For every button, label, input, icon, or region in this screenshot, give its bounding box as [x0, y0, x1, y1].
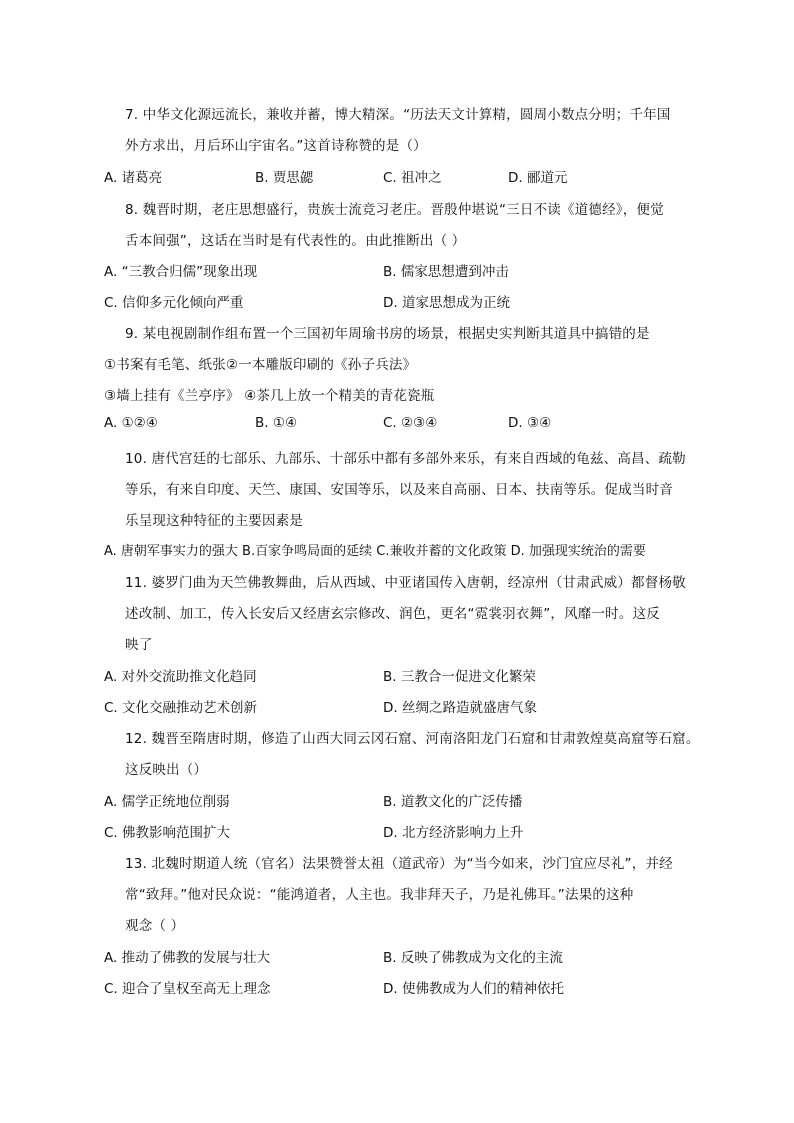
q7-option-b: B. 贾思勰 [255, 170, 314, 186]
q11-option-d: D. 丝绸之路造就盛唐气象 [383, 700, 537, 716]
q11-line1: 11. 婆罗门曲为天竺佛教舞曲，后从西域、中亚诸国传入唐朝，经凉州（甘肃武威）都督杨敬 [125, 575, 686, 591]
q10-line2: 等乐，有来自印度、天竺、康国、安国等乐，以及来自高丽、日本、扶南等乐。促成当时音 [125, 482, 673, 498]
q8-line1: 8. 魏晋时期，老庄思想盛行，贵族士流竞习老庄。晋殷仲堪说“三日不读《道德经》，便觉 [125, 202, 664, 218]
q13-line1: 13. 北魏时期道人统（官名）法果赞誉太祖（道武帝）为“当今如来，沙门宜应尽礼”，并经 [125, 856, 673, 872]
q8-option-d: D. 道家思想成为正统 [383, 295, 510, 311]
q9-option-d: D. ③④ [508, 415, 552, 431]
q11-line2: 述改制、加工，传入长安后又经唐玄宗修改、润色，更名“霓裳羽衣舞”，风靡一时。这反 [125, 606, 660, 622]
q9-option-a: A. ①②④ [104, 415, 158, 431]
q7-line2: 外方求出，月后环山宇宙名。”这首诗称赞的是（） [125, 138, 427, 154]
q9-line1: 9. 某电视剧制作组布置一个三国初年周瑜书房的场景，根据史实判断其道具中搞错的是 [125, 326, 650, 342]
q11-option-a: A. 对外交流助推文化趋同 [104, 669, 257, 685]
q11-line3: 映了 [125, 637, 153, 653]
q10-line3: 乐呈现这种特征的主要因素是 [125, 513, 304, 529]
q12-line1: 12. 魏晋至隋唐时期，修造了山西大同云冈石窟、河南洛阳龙门石窟和甘肃敦煌莫高窟等石窟。 [125, 731, 700, 747]
q8-option-c: C. 信仰多元化倾向严重 [104, 295, 244, 311]
q8-line2: 舌本间强”，这话在当时是有代表性的。由此推断出（ ） [125, 233, 466, 249]
q12-option-b: B. 道教文化的广泛传播 [383, 794, 523, 810]
q11-option-b: B. 三教合一促进文化繁荣 [383, 669, 536, 685]
q12-option-c: C. 佛教影响范围扩大 [104, 825, 231, 841]
q8-option-b: B. 儒家思想遭到冲击 [383, 264, 509, 280]
q9-line2: ①书案有毛笔、纸张②一本雕版印刷的《孙子兵法》 [104, 357, 417, 373]
q7-option-d: D. 郦道元 [508, 170, 568, 186]
q13-option-c: C. 迎合了皇权至高无上理念 [104, 981, 271, 997]
q10-line1: 10. 唐代宫廷的七部乐、九部乐、十部乐中都有多部外来乐，有来自西域的龟兹、高昌、疏勒 [125, 451, 686, 467]
q13-option-b: B. 反映了佛教成为文化的主流 [383, 950, 563, 966]
q7-option-c: C. 祖冲之 [383, 170, 442, 186]
q11-option-c: C. 文化交融推动艺术创新 [104, 700, 258, 716]
q10-options: A. 唐朝军事实力的强大 B.百家争鸣局面的延续 C.兼收并蓄的文化政策 D. 加强现实统治的需要 [104, 544, 646, 559]
q7-line1: 7. 中华文化源远流长，兼收并蓄，博大精深。“历法天文计算精，圆周小数点分明；千年国 [125, 107, 671, 123]
q13-line2: 常“致拜。”他对民众说：“能鸿道者，人主也。我非拜天子，乃是礼佛耳。”法果的这种 [125, 887, 634, 903]
q7-option-a: A. 诸葛亮 [104, 170, 163, 186]
q9-option-b: B. ①④ [255, 415, 298, 431]
q8-option-a: A. “三教合归儒”现象出现 [104, 264, 258, 280]
q13-option-d: D. 使佛教成为人们的精神依托 [383, 981, 564, 997]
q13-option-a: A. 推动了佛教的发展与壮大 [104, 950, 271, 966]
q12-option-a: A. 儒学正统地位削弱 [104, 794, 230, 810]
q13-line3: 观念（ ） [125, 918, 185, 934]
q9-option-c: C. ②③④ [383, 415, 438, 431]
q9-line3: ③墙上挂有《兰亭序》 ④茶几上放一个精美的青花瓷瓶 [104, 388, 435, 404]
q12-line2: 这反映出（） [125, 762, 208, 778]
q12-option-d: D. 北方经济影响力上升 [383, 825, 524, 841]
